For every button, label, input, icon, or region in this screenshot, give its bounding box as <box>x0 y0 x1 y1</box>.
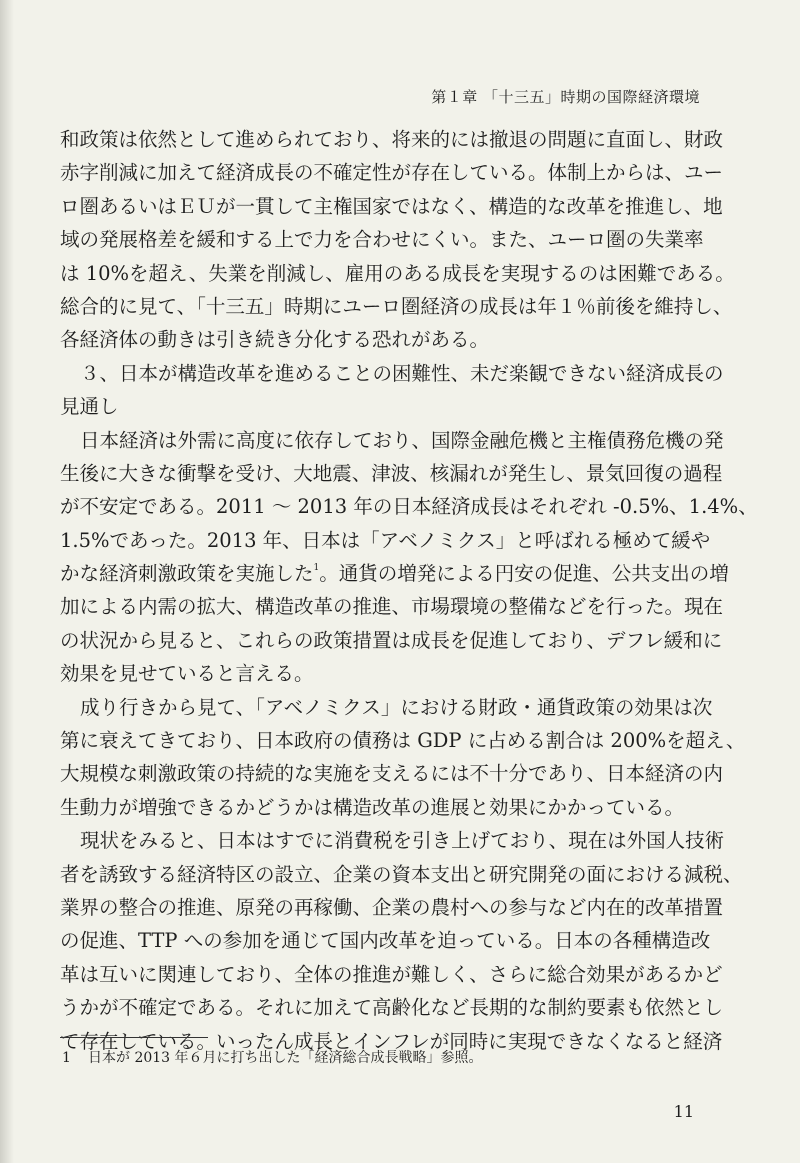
text-line: の促進、TTP への参加を通じて国内改革を迫っている。日本の各種構造改 <box>60 929 711 953</box>
text-line: 各経済体の動きは引き続き分化する恐れがある。 <box>60 328 490 352</box>
text-line: ロ圏あるいはＥＵが一貫して主権国家ではなく、構造的な改革を推進し、地 <box>60 194 723 218</box>
text-segment: 。通貨の増発による円安の促進、公共支出の増 <box>319 562 729 586</box>
text-line: 総合的に見て、「十三五」時期にユーロ圏経済の成長は年１％前後を維持し、 <box>60 294 733 318</box>
section-heading-line: ３、日本が構造改革を進めることの困難性、未だ楽観できない経済成長の <box>80 361 724 385</box>
text-line: は 10%を超え、失業を削減し、雇用のある成長を実現するのは困難である。 <box>60 261 735 285</box>
text-line: 成り行きから見て、「アベノミクス」における財政・通貨政策の効果は次 <box>80 695 713 719</box>
text-line: 生後に大きな衝撃を受け、大地震、津波、核漏れが発生し、景気回復の過程 <box>60 461 723 485</box>
running-head: 第１章 「十三五」時期の国際経済環境 <box>431 88 700 106</box>
text-line: 1.5%であった。2013 年、日本は「アベノミクス」と呼ばれる極めて緩や <box>60 528 711 552</box>
text-line: 赤字削減に加えて経済成長の不確定性が存在している。体制上からは、ユー <box>60 161 724 185</box>
text-line: 者を誘致する経済特区の設立、企業の資本支出と研究開発の面における減税、 <box>60 862 743 886</box>
section-heading-line: 見通し <box>60 395 119 419</box>
text-line <box>60 557 729 590</box>
page-number: 11 <box>673 1102 694 1121</box>
footnote <box>62 1047 483 1067</box>
body-text <box>60 123 758 1058</box>
text-line: 和政策は依然として進められており、将来的には撤退の問題に直面し、財政 <box>60 128 724 151</box>
footnote-number: 1 <box>62 1050 71 1066</box>
text-line: 業界の整合の推進、原発の再稼働、企業の農村への参与など内在的改革措置 <box>60 895 724 919</box>
text-line: 現状をみると、日本はすでに消費税を引き上げており、現在は外国人技術 <box>80 829 725 853</box>
text-line: 大規模な刺激政策の持続的な実施を支えるには不十分であり、日本経済の内 <box>60 762 724 786</box>
text-line: 日本経済は外需に高度に依存しており、国際金融危機と主権債務危機の発 <box>80 428 724 452</box>
text-segment: かな経済刺激政策を実施した <box>60 562 314 586</box>
text-line: て存在している。いったん成長とインフレが同時に実現できなくなると経済 <box>60 1029 723 1053</box>
text-line: 第に衰えてきており、日本政府の債務は GDP に占める割合は 200%を超え、 <box>60 729 746 753</box>
text-line: の状況から見ると、これらの政策措置は成長を促進しており、デフレ緩和に <box>60 628 723 652</box>
text-line: 効果を見せていると言える。 <box>60 662 314 686</box>
text-line: 域の発展格差を緩和する上で力を合わせにくい。また、ユーロ圏の失業率 <box>60 228 704 252</box>
footnote-divider <box>60 1037 208 1038</box>
footnote-text: 日本が 2013 年６月に打ち出した「経済総合成長戦略」参照。 <box>88 1050 483 1066</box>
text-line: 加による内需の拡大、構造改革の推進、市場環境の整備などを行った。現在 <box>60 595 724 619</box>
footnote-reference: 1 <box>313 563 320 574</box>
page-edge-shadow <box>0 0 14 1163</box>
text-line: が不安定である。2011 ～ 2013 年の日本経済成長はそれぞれ -0.5%、1.4%、 <box>60 495 758 519</box>
text-line: うかが不確定である。それに加えて高齢化など長期的な制約要素も依然とし <box>60 996 724 1020</box>
text-line: 革は互いに関連しており、全体の推進が難しく、さらに総合効果があるかど <box>60 962 723 986</box>
text-line: 生動力が増強できるかどうかは構造改革の進展と効果にかかっている。 <box>60 795 685 819</box>
